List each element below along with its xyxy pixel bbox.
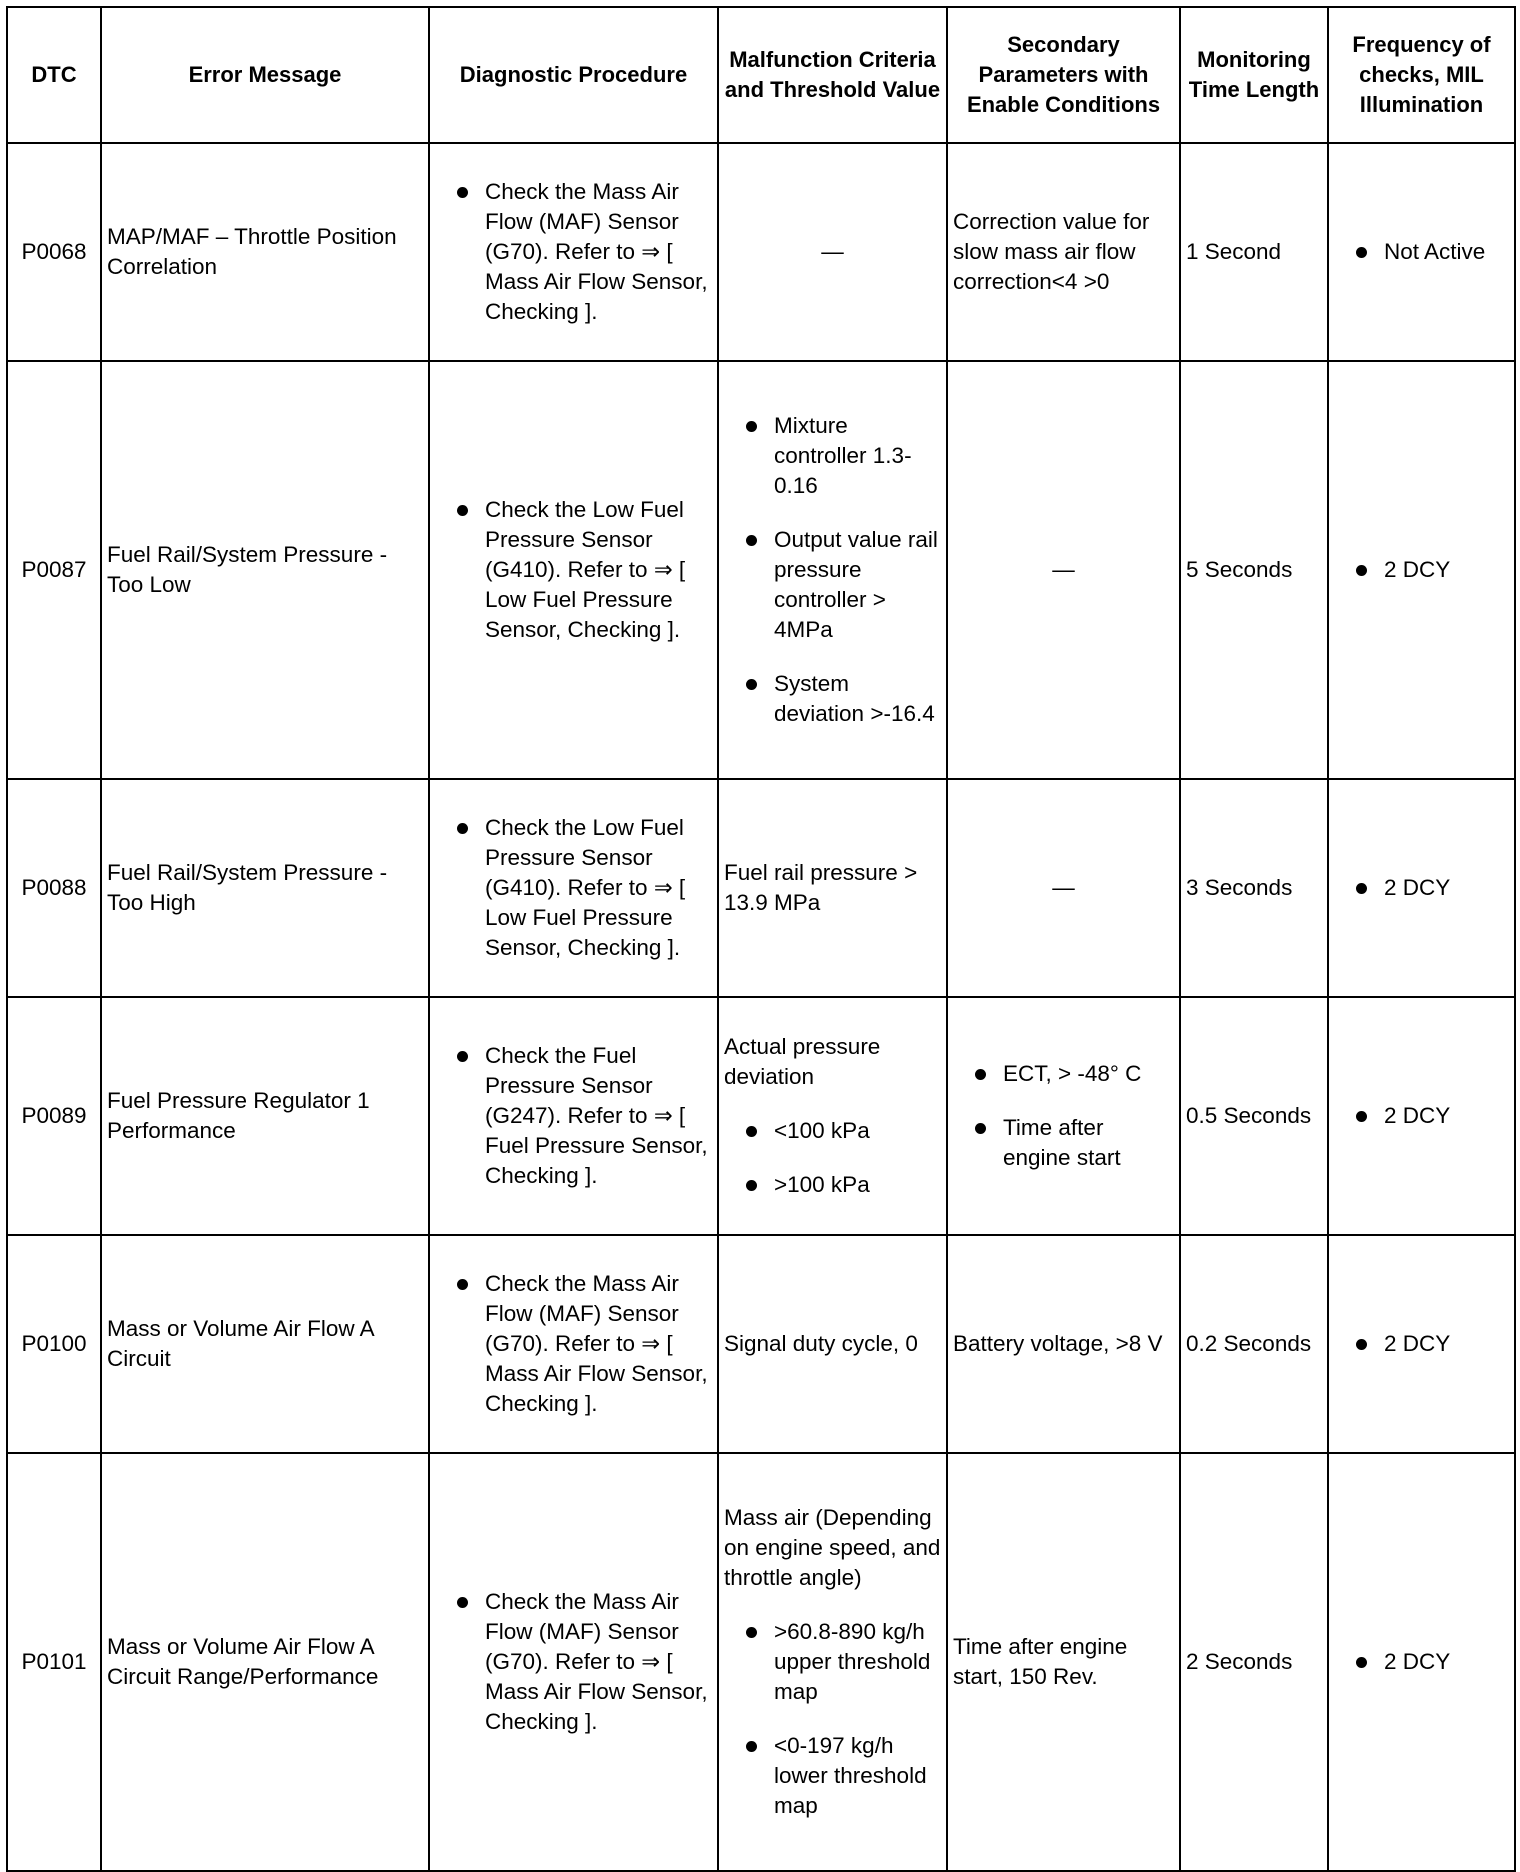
header-diagnostic-procedure: Diagnostic Procedure [429,7,718,143]
diagnostic-step: Check the Mass Air Flow (MAF) Sensor (G70). Refer to ⇒ [ Mass Air Flow Sensor, Checking ]. [435,1269,712,1419]
header-secondary-parameters: Secondary Parameters with Enable Conditions [947,7,1180,143]
table-row [7,1453,1515,1871]
malfunction-criteria-list [724,1617,941,1821]
frequency-list [1334,1101,1509,1131]
table-row [7,143,1515,361]
diagnostic-procedure [429,1235,718,1453]
malfunction-criteria [718,1453,947,1871]
error-message: Mass or Volume Air Flow A Circuit Range/Performance [101,1453,429,1871]
frequency [1328,361,1515,779]
malfunction-criteria-text: Actual pressure deviation [724,1034,881,1089]
frequency-list [1334,555,1509,585]
frequency-list [1334,1329,1509,1359]
diagnostic-procedure [429,1453,718,1871]
frequency-item: 2 DCY [1334,555,1509,585]
diagnostic-list [435,177,712,327]
monitoring-time: 0.5 Seconds [1180,997,1328,1235]
secondary-parameters-text: — [1052,557,1075,582]
malfunction-criteria-item: <0-197 kg/h lower threshold map [724,1731,941,1821]
malfunction-criteria [718,361,947,779]
diagnostic-step: Check the Mass Air Flow (MAF) Sensor (G70). Refer to ⇒ [ Mass Air Flow Sensor, Checking ]. [435,1587,712,1737]
malfunction-criteria-item: System deviation >-16.4 [724,669,941,729]
error-message: Fuel Rail/System Pressure - Too Low [101,361,429,779]
malfunction-criteria-text: — [821,239,844,264]
malfunction-criteria-list [724,411,941,729]
header-frequency: Frequency of checks, MIL Illumination [1328,7,1515,143]
malfunction-criteria-text: Signal duty cycle, 0 [724,1331,918,1356]
header-monitoring-time: Monitoring Time Length [1180,7,1328,143]
monitoring-time: 3 Seconds [1180,779,1328,997]
frequency [1328,779,1515,997]
diagnostic-procedure [429,779,718,997]
error-message: Fuel Pressure Regulator 1 Performance [101,997,429,1235]
diagnostic-list [435,813,712,963]
frequency-item: 2 DCY [1334,873,1509,903]
diagnostic-list [435,495,712,645]
malfunction-criteria-text: Mass air (Depending on engine speed, and throttle angle) [724,1505,941,1590]
frequency-list [1334,873,1509,903]
secondary-parameters-text: Battery voltage, >8 V [953,1331,1163,1356]
frequency-item: Not Active [1334,237,1509,267]
secondary-parameters-list [953,1059,1174,1173]
secondary-parameters-item: Time after engine start [953,1113,1174,1173]
frequency-item: 2 DCY [1334,1329,1509,1359]
table-row [7,361,1515,779]
monitoring-time: 1 Second [1180,143,1328,361]
header-dtc: DTC [7,7,101,143]
dtc-table [6,6,1516,1872]
dtc-code: P0088 [7,779,101,997]
diagnostic-list [435,1587,712,1737]
secondary-parameters-item: ECT, > -48° C [953,1059,1174,1089]
secondary-parameters-text: Correction value for slow mass air flow correction<4 >0 [953,209,1150,294]
error-message: Mass or Volume Air Flow A Circuit [101,1235,429,1453]
header-malfunction-criteria: Malfunction Criteria and Threshold Value [718,7,947,143]
malfunction-criteria-item: <100 kPa [724,1116,941,1146]
secondary-parameters [947,143,1180,361]
frequency-list [1334,237,1509,267]
malfunction-criteria [718,997,947,1235]
malfunction-criteria-item: Output value rail pressure controller > 4MPa [724,525,941,645]
table-row [7,997,1515,1235]
monitoring-time: 2 Seconds [1180,1453,1328,1871]
table-row [7,779,1515,997]
malfunction-criteria [718,779,947,997]
dtc-code: P0068 [7,143,101,361]
secondary-parameters [947,1453,1180,1871]
malfunction-criteria-item: >100 kPa [724,1170,941,1200]
diagnostic-step: Check the Fuel Pressure Sensor (G247). Refer to ⇒ [ Fuel Pressure Sensor, Checking ]. [435,1041,712,1191]
diagnostic-list [435,1269,712,1419]
error-message: MAP/MAF – Throttle Position Correlation [101,143,429,361]
malfunction-criteria [718,143,947,361]
diagnostic-step: Check the Low Fuel Pressure Sensor (G410). Refer to ⇒ [ Low Fuel Pressure Sensor, Checking ]. [435,813,712,963]
diagnostic-step: Check the Low Fuel Pressure Sensor (G410). Refer to ⇒ [ Low Fuel Pressure Sensor, Checking ]. [435,495,712,645]
malfunction-criteria-item: Mixture controller 1.3-0.16 [724,411,941,501]
frequency [1328,1235,1515,1453]
malfunction-criteria-list [724,1116,941,1200]
dtc-code: P0100 [7,1235,101,1453]
header-error-message: Error Message [101,7,429,143]
monitoring-time: 5 Seconds [1180,361,1328,779]
diagnostic-procedure [429,997,718,1235]
diagnostic-procedure [429,361,718,779]
malfunction-criteria [718,1235,947,1453]
frequency [1328,143,1515,361]
error-message: Fuel Rail/System Pressure - Too High [101,779,429,997]
secondary-parameters [947,1235,1180,1453]
diagnostic-procedure [429,143,718,361]
table-row [7,1235,1515,1453]
frequency-list [1334,1647,1509,1677]
monitoring-time: 0.2 Seconds [1180,1235,1328,1453]
frequency [1328,997,1515,1235]
malfunction-criteria-text: Fuel rail pressure > 13.9 MPa [724,860,918,915]
frequency-item: 2 DCY [1334,1101,1509,1131]
frequency-item: 2 DCY [1334,1647,1509,1677]
secondary-parameters-text: Time after engine start, 150 Rev. [953,1634,1128,1689]
dtc-code: P0089 [7,997,101,1235]
frequency [1328,1453,1515,1871]
malfunction-criteria-item: >60.8-890 kg/h upper threshold map [724,1617,941,1707]
secondary-parameters [947,779,1180,997]
secondary-parameters [947,361,1180,779]
dtc-code: P0101 [7,1453,101,1871]
diagnostic-list [435,1041,712,1191]
secondary-parameters-text: — [1052,875,1075,900]
header-row [7,7,1515,143]
diagnostic-step: Check the Mass Air Flow (MAF) Sensor (G70). Refer to ⇒ [ Mass Air Flow Sensor, Checking ]. [435,177,712,327]
dtc-code: P0087 [7,361,101,779]
secondary-parameters [947,997,1180,1235]
